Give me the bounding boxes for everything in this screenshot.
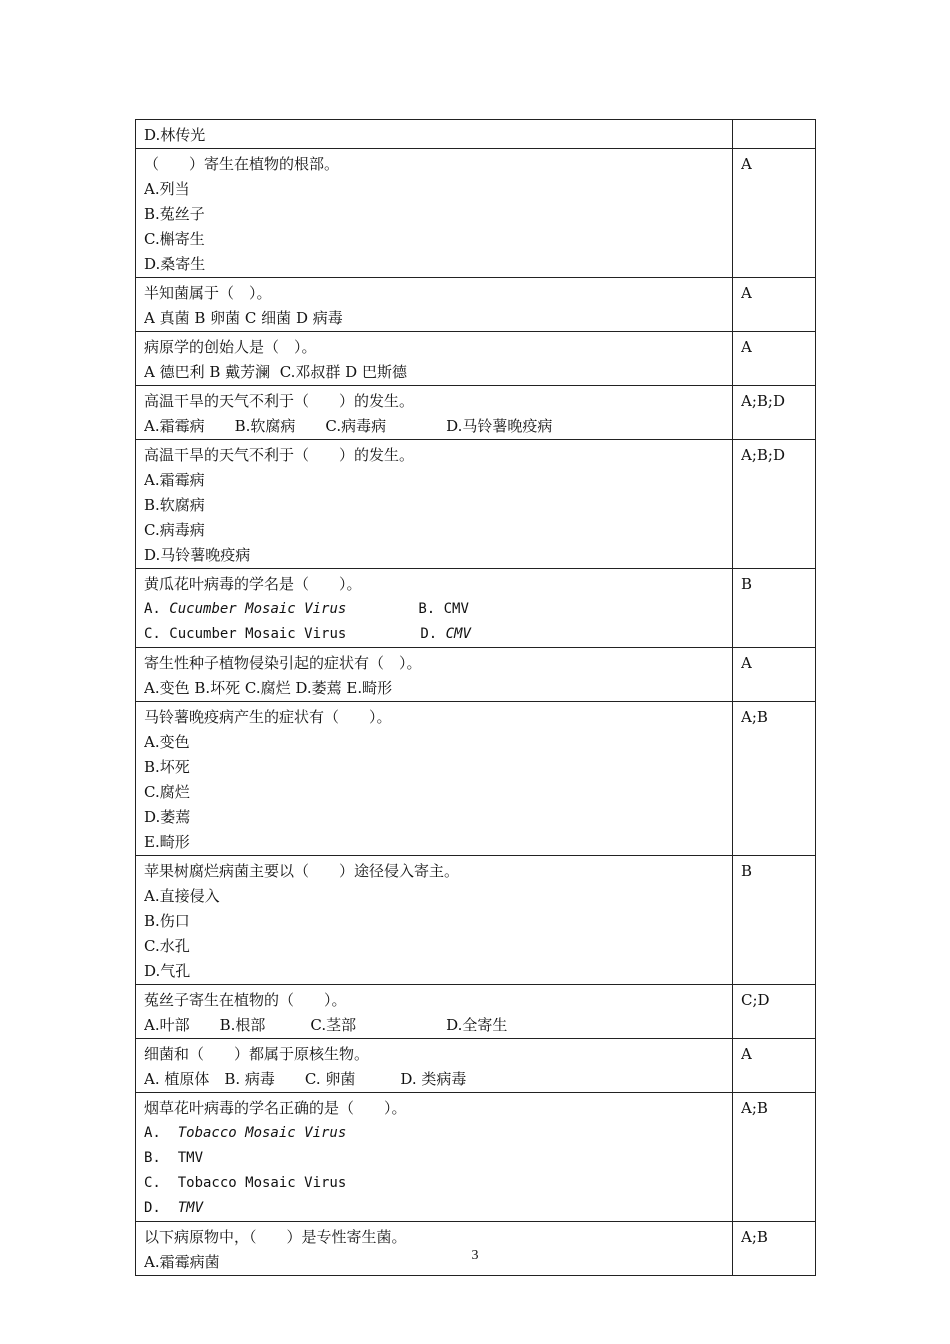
question-stem: 马铃薯晚疫病产生的症状有（ ）。 [144, 708, 392, 726]
answer-cell [733, 985, 816, 1039]
question-stem: 以下病原物中，（ ）是专性寄生菌。 [144, 1228, 407, 1246]
question-option: B.坏死 [144, 758, 190, 776]
question-option [144, 1146, 724, 1171]
option-text: TMV [177, 1200, 204, 1216]
answer-cell [733, 440, 816, 569]
option-text: CMV [445, 626, 471, 642]
option-text: B. [144, 1150, 178, 1166]
answer-cell [733, 1093, 816, 1222]
table-row [136, 985, 816, 1039]
answer-cell [733, 149, 816, 278]
question-option: C.腐烂 [144, 783, 190, 801]
question-option [144, 1196, 724, 1221]
question-option: A.变色 B.坏死 C.腐烂 D.萎蔫 E.畸形 [144, 679, 393, 697]
question-cell [136, 648, 733, 702]
option-text: Tobacco Mosaic Virus [177, 1175, 347, 1191]
question-stem: 烟草花叶病毒的学名正确的是（ ）。 [144, 1099, 407, 1117]
answer-text: A;B [741, 1228, 768, 1246]
question-cell [136, 1093, 733, 1222]
question-cell [136, 278, 733, 332]
option-text: C. [144, 1175, 178, 1191]
question-option: C.病毒病 [144, 521, 205, 539]
question-cell [136, 856, 733, 985]
answer-cell [733, 702, 816, 856]
question-option: A.霜霉病 [144, 471, 205, 489]
question-stem: 半知菌属于（ ）。 [144, 284, 272, 302]
table-row [136, 1093, 816, 1222]
question-stem: 病原学的创始人是（ ）。 [144, 338, 317, 356]
option-text: Tobacco Mosaic Virus [177, 1125, 347, 1141]
question-stem: 细菌和（ ）都属于原核生物。 [144, 1045, 370, 1063]
question-option: B.软腐病 [144, 496, 205, 514]
question-cell [136, 332, 733, 386]
option-text: A. [144, 1125, 178, 1141]
option-text: C. [144, 626, 170, 642]
question-option: A.霜霉病 B.软腐病 C.病毒病 D.马铃薯晚疫病 [144, 417, 553, 435]
answer-text: A [741, 1045, 752, 1063]
question-option: D.桑寄生 [144, 255, 206, 273]
question-cell [136, 569, 733, 648]
option-text: D. [144, 1200, 178, 1216]
question-option: A. 植原体 B. 病毒 C. 卵菌 D. 类病毒 [144, 1070, 467, 1088]
answer-cell [733, 278, 816, 332]
question-option [144, 597, 724, 622]
question-option: A 真菌 B 卵菌 C 细菌 D 病毒 [144, 309, 343, 327]
answer-text: B [741, 575, 753, 593]
option-text: B. [418, 601, 444, 617]
page-number: 3 [471, 1248, 479, 1263]
question-option: A.变色 [144, 733, 190, 751]
option-text: CMV [443, 601, 469, 617]
table-row [136, 440, 816, 569]
answer-text [741, 123, 807, 148]
answer-text: A [741, 155, 752, 173]
answer-cell [733, 1039, 816, 1093]
table-row [136, 856, 816, 985]
question-stem: 高温干旱的天气不利于（ ）的发生。 [144, 392, 415, 410]
question-cell [136, 386, 733, 440]
question-option: A 德巴利 B 戴芳澜 C.邓叔群 D 巴斯德 [144, 363, 407, 381]
question-stem: （ ）寄生在植物的根部。 [144, 155, 340, 173]
question-stem: D.林传光 [144, 126, 206, 144]
option-text: A. [144, 601, 170, 617]
answer-text: A;B [741, 1099, 768, 1117]
answer-text: B [741, 862, 753, 880]
question-stem: 黄瓜花叶病毒的学名是（ ）。 [144, 575, 362, 593]
table-row [136, 569, 816, 648]
option-text: D. [420, 626, 446, 642]
question-option: A.列当 [144, 180, 190, 198]
answer-cell [733, 332, 816, 386]
table-row [136, 120, 816, 149]
table-row [136, 702, 816, 856]
question-option: E.畸形 [144, 833, 190, 851]
answer-cell [733, 386, 816, 440]
question-cell [136, 149, 733, 278]
table-row [136, 386, 816, 440]
table-row [136, 278, 816, 332]
question-cell [136, 702, 733, 856]
answer-text: C;D [741, 991, 770, 1009]
question-option: D.萎蔫 [144, 808, 191, 826]
question-stem: 高温干旱的天气不利于（ ）的发生。 [144, 446, 415, 464]
table-row [136, 648, 816, 702]
answer-cell [733, 120, 816, 149]
question-option: D.马铃薯晚疫病 [144, 546, 251, 564]
answer-cell [733, 569, 816, 648]
question-option: A.霜霉病菌 [144, 1253, 220, 1271]
answer-cell [733, 856, 816, 985]
question-option: A.叶部 B.根部 C.茎部 D.全寄生 [144, 1016, 508, 1034]
question-option [144, 1121, 724, 1146]
answer-text: A [741, 654, 752, 672]
answer-text: A;B;D [741, 392, 785, 410]
question-cell [136, 985, 733, 1039]
answer-cell [733, 648, 816, 702]
question-option [144, 622, 724, 647]
question-option: A.直接侵入 [144, 887, 220, 905]
answer-text: A;B [741, 708, 768, 726]
question-option: C.水孔 [144, 937, 190, 955]
question-stem: 寄生性种子植物侵染引起的症状有（ ）。 [144, 654, 422, 672]
question-option: C.槲寄生 [144, 230, 205, 248]
question-stem: 菟丝子寄生在植物的（ ）。 [144, 991, 347, 1009]
table-row [136, 332, 816, 386]
question-option: B.伤口 [144, 912, 190, 930]
question-option: B.菟丝子 [144, 205, 205, 223]
answer-text: A [741, 284, 752, 302]
question-table [135, 119, 816, 1276]
question-option [144, 1171, 724, 1196]
question-option: D.气孔 [144, 962, 191, 980]
option-text: Cucumber Mosaic Virus [169, 626, 347, 642]
table-row [136, 149, 816, 278]
option-text: Cucumber Mosaic Virus [169, 601, 347, 617]
table-row [136, 1039, 816, 1093]
question-cell [136, 120, 733, 149]
answer-text: A;B;D [741, 446, 785, 464]
question-stem: 苹果树腐烂病菌主要以（ ）途径侵入寄主。 [144, 862, 460, 880]
option-text: TMV [177, 1150, 204, 1166]
answer-text: A [741, 338, 752, 356]
question-cell [136, 440, 733, 569]
question-cell [136, 1039, 733, 1093]
